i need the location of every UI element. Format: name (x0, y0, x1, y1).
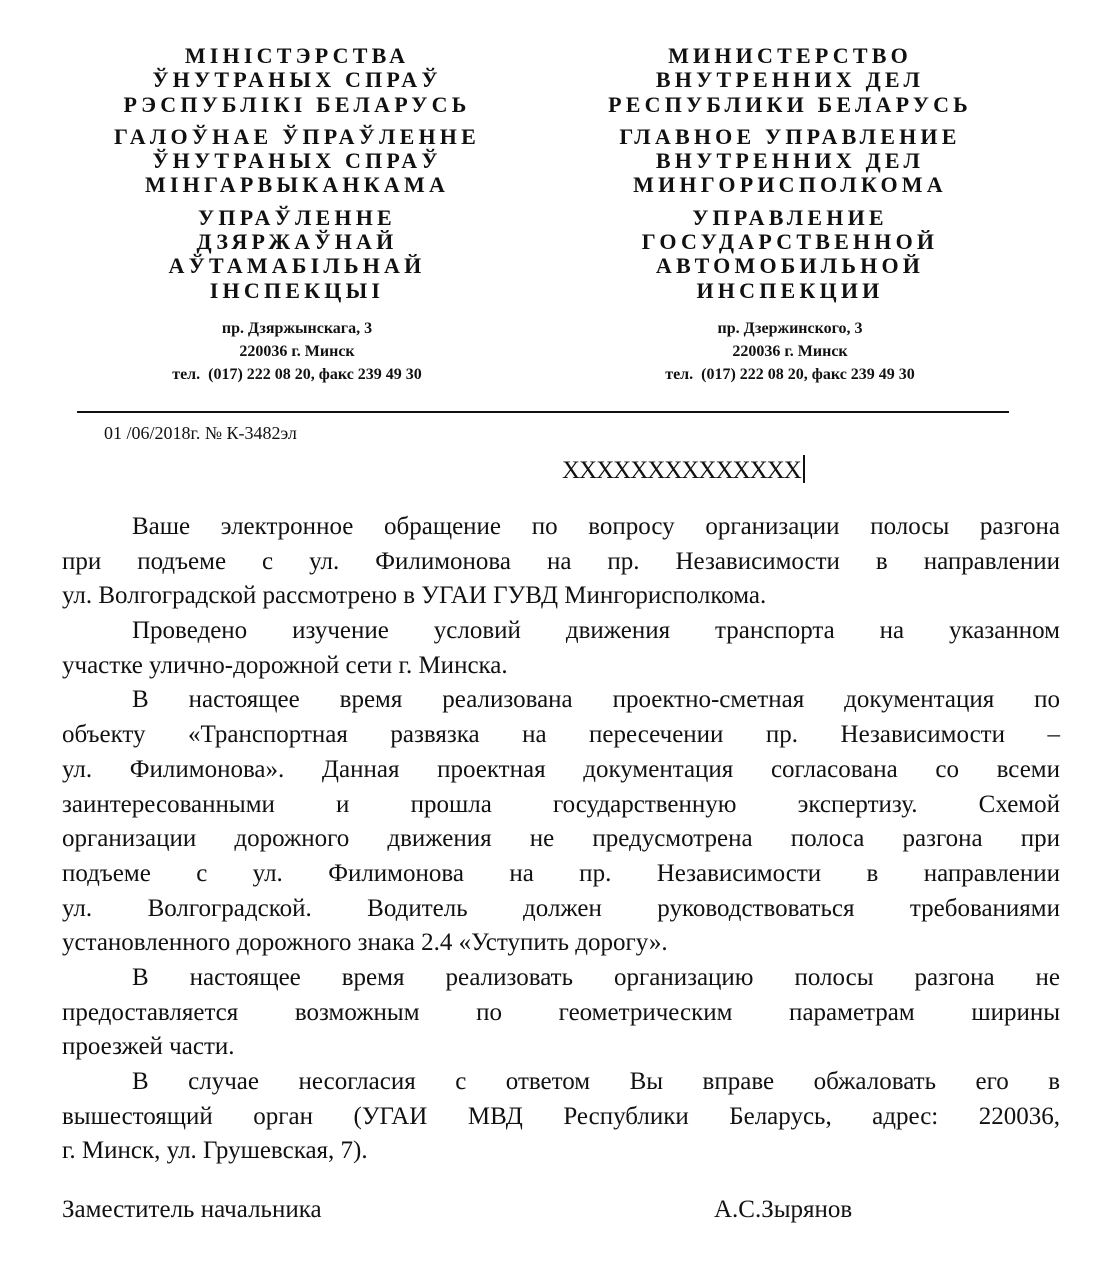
addressee (562, 455, 805, 485)
header-line: МІНГАРВЫКАНКАМА (144, 172, 450, 198)
header-block (555, 125, 1025, 198)
header-russian (555, 44, 1025, 386)
paragraph-line: проезжей части. (62, 1033, 235, 1061)
addressee-name: XXXXXXXXXXXXXX (562, 457, 801, 484)
header-line: ІНСПЕКЦЫІ (209, 277, 385, 303)
registration-number: 01 /06/2018г. № К-3482эл (104, 423, 297, 443)
header-line: МИНГОРИСПОЛКОМА (633, 172, 947, 198)
paragraph-line: В настоящее время реализовать организацию полосы разгона не (132, 963, 1060, 991)
paragraph-line: Ваше электронное обращение по вопросу организации полосы разгона (132, 513, 1060, 540)
signature-position: Заместитель начальника (62, 1196, 322, 1223)
header-line: РЭСПУБЛІКІ БЕЛАРУСЬ (123, 91, 471, 117)
header-block (62, 206, 532, 303)
header-line: ГАЛОЎНАЕ ЎПРАЎЛЕННЕ (114, 123, 480, 149)
header-divider (77, 411, 1009, 413)
header-line: ВНУТРЕННИХ ДЕЛ (655, 148, 925, 174)
header-address (62, 317, 532, 386)
paragraph-line: г. Минск, ул. Грушевская, 7). (62, 1137, 368, 1165)
paragraph (62, 961, 1060, 1065)
paragraph-line: участке улично-дорожной сети г. Минска. (62, 651, 508, 679)
address-line: 220036 г. Минск (239, 342, 355, 360)
address-line: пр. Дзяржынскага, 3 (221, 319, 373, 337)
paragraph-line: объекту «Транспортная развязка на пересечении пр. Независимости – (62, 721, 1060, 749)
paragraph-line: В случае несогласия с ответом Вы вправе обжаловать его в (132, 1068, 1060, 1095)
header-line: ЎНУТРАНЫХ СПРАЎ (152, 67, 442, 93)
header-address (555, 317, 1025, 386)
header-block (555, 206, 1025, 303)
paragraph (62, 1065, 1060, 1169)
address-line: пр. Дзержинского, 3 (717, 319, 863, 337)
address-line: 220036 г. Минск (732, 342, 848, 360)
paragraph (62, 683, 1060, 961)
paragraph (62, 614, 1060, 683)
paragraph-line: В настоящее время реализована проектно-сметная документация по (132, 686, 1060, 714)
header-line: ГОСУДАРСТВЕННОЙ (641, 229, 939, 255)
paragraph-line: ул. Волгоградской рассмотрено в УГАИ ГУВД Мингорисполкома. (62, 582, 767, 610)
address-line: тел. (017) 222 08 20, факс 239 49 30 (172, 365, 422, 383)
paragraph-line: вышестоящий орган (УГАИ МВД Республики Беларусь, адрес: 220036, (62, 1102, 1060, 1130)
header-line: РЕСПУБЛИКИ БЕЛАРУСЬ (608, 91, 972, 117)
header-block (62, 125, 532, 198)
header-block (555, 44, 1025, 117)
header-line: ЎНУТРАНЫХ СПРАЎ (152, 148, 442, 174)
paragraph (62, 510, 1060, 614)
paragraph-line: подъеме с ул. Филимонова на пр. Независимости в направлении (62, 859, 1060, 887)
header-line: АВТОМОБИЛЬНОЙ (655, 253, 925, 279)
header-block (62, 44, 532, 117)
header-line: ВНУТРЕННИХ ДЕЛ (655, 67, 925, 93)
address-line: тел. (017) 222 08 20, факс 239 49 30 (665, 365, 915, 383)
letter-body (62, 510, 1060, 1169)
paragraph-line: заинтересованными и прошла государственную экспертизу. Схемой (62, 790, 1060, 818)
header-belarusian (62, 44, 532, 386)
header-line: ИНСПЕКЦИИ (696, 277, 884, 303)
paragraph-line: ул. Волгоградской. Водитель должен руководствоваться требованиями (62, 894, 1060, 922)
header-line: ДЗЯРЖАЎНАЙ (196, 229, 398, 255)
signature-name: А.С.Зырянов (714, 1196, 853, 1223)
header-line: АЎТАМАБІЛЬНАЙ (168, 253, 426, 279)
paragraph-line: ул. Филимонова». Данная проектная документация согласована со всеми (62, 755, 1060, 783)
header-line: ГЛАВНОЕ УПРАВЛЕНИЕ (619, 123, 961, 149)
paragraph-line: при подъеме с ул. Филимонова на пр. Независимости в направлении (62, 547, 1060, 575)
header-line: МІНІСТЭРСТВА (184, 43, 410, 68)
paragraph-line: установленного дорожного знака 2.4 «Уступить дорогу». (62, 929, 668, 957)
paragraph-line: организации дорожного движения не предусмотрена полоса разгона при (62, 825, 1060, 853)
header-line: УПРАВЛЕНИЕ (692, 204, 888, 230)
header-line: УПРАЎЛЕННЕ (198, 204, 396, 230)
header-line: МИНИСТЕРСТВО (668, 43, 912, 68)
paragraph-line: предоставляется возможным по геометрическим параметрам ширины (62, 998, 1060, 1026)
text-cursor (803, 455, 805, 483)
paragraph-line: Проведено изучение условий движения транспорта на указанном (132, 617, 1060, 645)
